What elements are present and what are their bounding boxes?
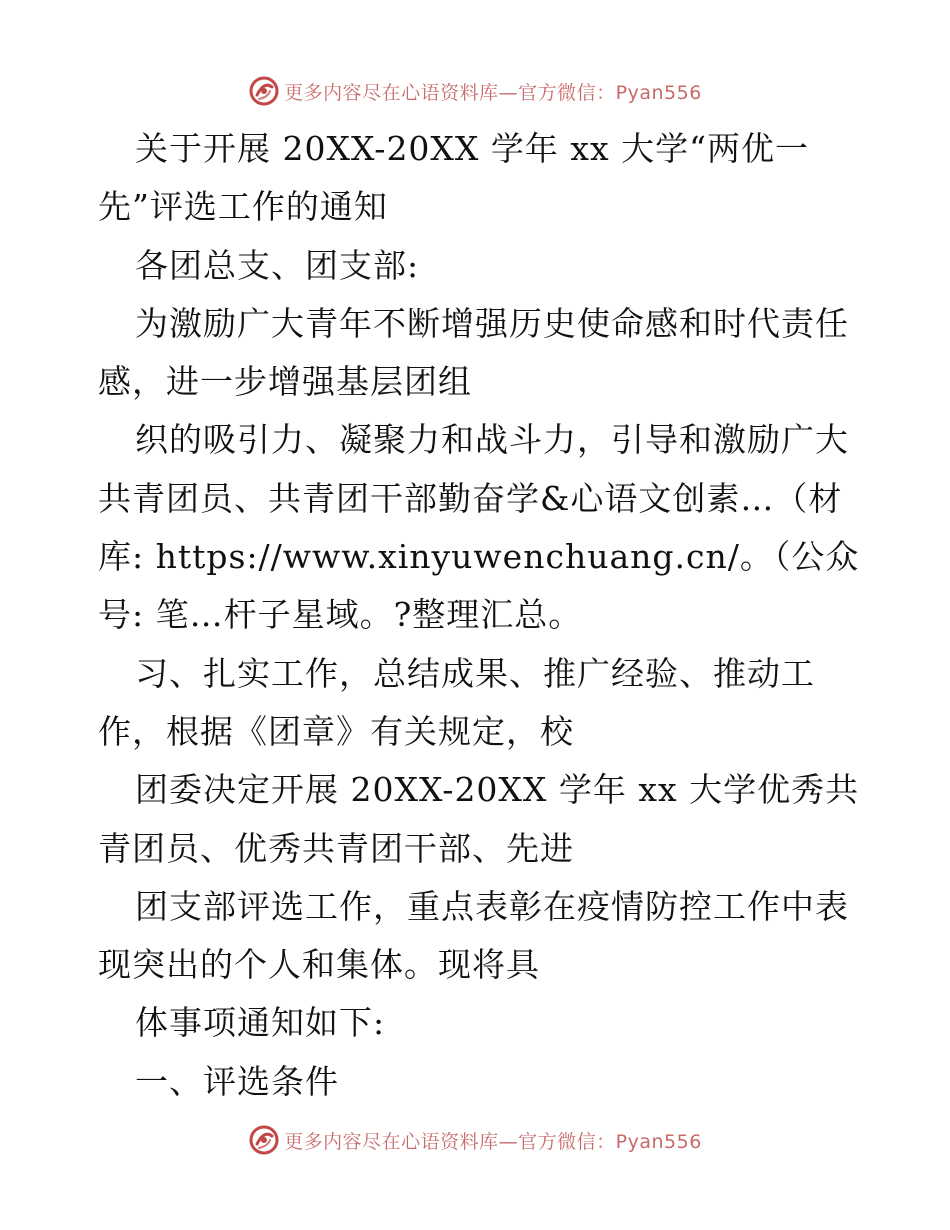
paragraph-line: 青团员、优秀共青团干部、先进 [98,828,574,868]
document-body [98,120,858,1111]
paragraph-line: 库: https://www.xinyuwenchuang.cn/。（公众 [98,537,860,577]
swirl-logo-icon [248,75,280,107]
footer-banner-text: 更多内容尽在心语资料库—官方微信：Pyan556 [284,1130,702,1153]
paragraph-line: 团支部评选工作，重点表彰在疫情防控工作中表 [135,886,849,926]
section-heading: 一、评选条件 [135,1061,339,1101]
salutation: 各团总支、团支部: [135,245,420,285]
paragraph-line: 作，根据《团章》有关规定，校 [98,711,574,751]
paragraph-line: 号: 笔…杆子星域。?整理汇总。 [98,595,583,635]
paragraph-line: 感，进一步增强基层团组 [98,362,472,402]
header-banner [0,71,950,111]
paragraph-line: 为激励广大青年不断增强历史使命感和时代责任 [135,303,849,343]
title-line-1: 关于开展 20XX-20XX 学年 xx 大学“两优一 [135,129,809,168]
swirl-logo-icon [248,1124,280,1156]
paragraph-line: 织的吸引力、凝聚力和战斗力，引导和激励广大 [135,420,849,460]
paragraph-line: 现突出的个人和集体。现将具 [98,945,540,985]
footer-banner [0,1120,950,1160]
title-line-2: 先”评选工作的通知 [98,187,388,227]
paragraph-line: 习、扎实工作，总结成果、推广经验、推动工 [135,653,815,693]
header-banner-text: 更多内容尽在心语资料库—官方微信：Pyan556 [284,81,702,104]
paragraph-line: 共青团员、共青团干部勤奋学&心语文创素…（材 [98,478,843,518]
paragraph-line: 团委决定开展 20XX-20XX 学年 xx 大学优秀共 [135,770,860,810]
paragraph-line: 体事项通知如下: [135,1003,386,1043]
